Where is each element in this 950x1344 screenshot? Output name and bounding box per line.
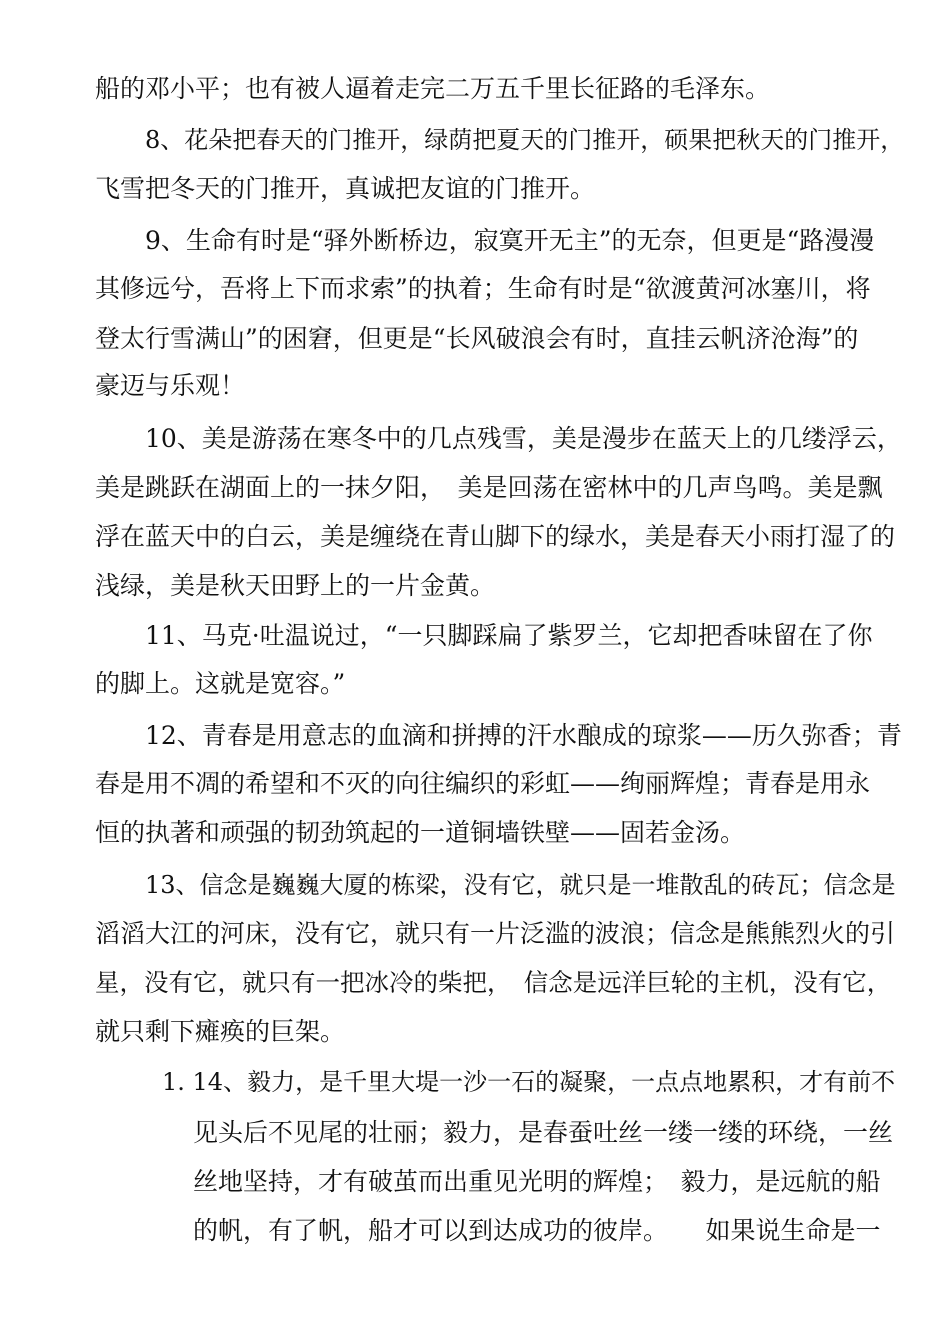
text-line: 就只剩下瘫痪的巨架。 — [95, 1017, 346, 1046]
text-line: 10、美是游荡在寒冬中的几点残雪，美是漫步在蓝天上的几缕浮云， — [145, 424, 902, 453]
text-line: 其修远兮，吾将上下而求索”的执着；生命有时是“欲渡黄河冰塞川，将 — [95, 274, 871, 303]
text-line: 浅绿，美是秋天田野上的一片金黄。 — [95, 571, 496, 600]
text-line: 飞雪把冬天的门推开，真诚把友谊的门推开。 — [95, 174, 596, 203]
text-line: 恒的执著和顽强的韧劲筑起的一道铜墙铁壁——固若金汤。 — [95, 818, 746, 847]
text-line: 11、马克·吐温说过，“一只脚踩扁了紫罗兰，它却把香味留在了你 — [145, 621, 873, 650]
text-line: 12、青春是用意志的血滴和拼搏的汗水酿成的琼浆——历久弥香；青 — [145, 721, 902, 750]
text-line: 的帆，有了帆，船才可以到达成功的彼岸。 如果说生命是一 — [193, 1216, 881, 1245]
text-line: 星，没有它，就只有一把冰冷的柴把， 信念是远洋巨轮的主机，没有它， — [95, 968, 892, 997]
text-line: 13、信念是巍巍大厦的栋梁，没有它，就只是一堆散乱的砖瓦；信念是 — [145, 871, 896, 899]
text-line: 8、花朵把春天的门推开，绿荫把夏天的门推开，硕果把秋天的门推开， — [145, 126, 905, 154]
text-line: 滔滔大江的河床，没有它，就只有一片泛滥的波浪；信念是熊熊烈火的引 — [95, 919, 896, 948]
text-line: 见头后不见尾的壮丽；毅力，是春蚕吐丝一缕一缕的环绕，一丝 — [193, 1118, 894, 1147]
text-line: 豪迈与乐观！ — [95, 371, 246, 400]
text-line: 美是跳跃在湖面上的一抹夕阳， 美是回荡在密林中的几声鸟鸣。美是飘 — [95, 473, 883, 502]
text-line: 9、生命有时是“驿外断桥边，寂寞开无主”的无奈，但更是“路漫漫 — [145, 226, 875, 255]
text-line: 丝地坚持，才有破茧而出重见光明的辉煌； 毅力，是远航的船 — [193, 1167, 881, 1196]
text-line: 1. 14、毅力，是千里大堤一沙一石的凝聚，一点点地累积，才有前不 — [162, 1068, 896, 1096]
text-line: 春是用不凋的希望和不灭的向往编织的彩虹——绚丽辉煌；青春是用永 — [95, 769, 871, 798]
text-line: 登太行雪满山”的困窘，但更是“长风破浪会有时，直挂云帆济沧海”的 — [95, 324, 859, 353]
text-line: 的脚上。这就是宽容。” — [95, 669, 346, 698]
text-line: 船的邓小平；也有被人逼着走完二万五千里长征路的毛泽东。 — [95, 74, 771, 103]
text-line: 浮在蓝天中的白云，美是缠绕在青山脚下的绿水，美是春天小雨打湿了的 — [95, 522, 896, 551]
